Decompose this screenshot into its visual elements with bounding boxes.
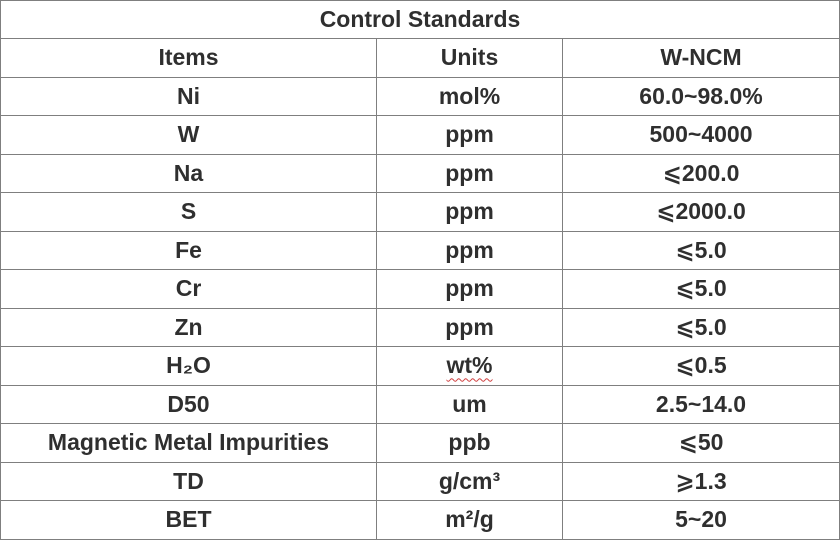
table-row [1, 347, 840, 386]
table-row [1, 385, 840, 424]
unit-cell: ppm [377, 231, 563, 270]
table-row [1, 308, 840, 347]
table-row [1, 462, 840, 501]
spec-cell: ⩾1.3 [563, 462, 840, 501]
unit-cell: um [377, 385, 563, 424]
item-cell: TD [1, 462, 377, 501]
item-cell: Fe [1, 231, 377, 270]
table-row [1, 154, 840, 193]
spec-cell: ⩽0.5 [563, 347, 840, 386]
unit-cell: ppm [377, 116, 563, 155]
item-cell: S [1, 193, 377, 232]
spec-cell: ⩽50 [563, 424, 840, 463]
item-cell: BET [1, 501, 377, 540]
item-cell: Zn [1, 308, 377, 347]
unit-cell: ppm [377, 270, 563, 309]
unit-cell: ppm [377, 308, 563, 347]
table-row [1, 193, 840, 232]
table-row [1, 501, 840, 540]
spec-cell: ⩽2000.0 [563, 193, 840, 232]
unit-cell: ppb [377, 424, 563, 463]
unit-cell: mol% [377, 77, 563, 116]
item-cell: W [1, 116, 377, 155]
table-row [1, 270, 840, 309]
spec-cell: ⩽5.0 [563, 270, 840, 309]
item-cell: Magnetic Metal Impurities [1, 424, 377, 463]
spec-cell: ⩽5.0 [563, 231, 840, 270]
table-row [1, 116, 840, 155]
unit-cell: m²/g [377, 501, 563, 540]
table-row [1, 231, 840, 270]
header-w-ncm: W-NCM [563, 39, 840, 78]
spec-cell: 60.0~98.0% [563, 77, 840, 116]
spec-cell: 5~20 [563, 501, 840, 540]
header-units: Units [377, 39, 563, 78]
unit-cell: g/cm³ [377, 462, 563, 501]
table-title: Control Standards [1, 1, 840, 39]
unit-cell [377, 347, 563, 386]
header-items: Items [1, 39, 377, 78]
item-cell: D50 [1, 385, 377, 424]
spec-cell: 500~4000 [563, 116, 840, 155]
spec-cell: ⩽5.0 [563, 308, 840, 347]
table-title-row [1, 1, 840, 39]
item-cell: Na [1, 154, 377, 193]
table-row [1, 77, 840, 116]
item-cell: Cr [1, 270, 377, 309]
spec-cell: ⩽200.0 [563, 154, 840, 193]
unit-cell: ppm [377, 154, 563, 193]
table-header-row [1, 39, 840, 78]
unit-text-wt-percent: wt% [446, 352, 493, 379]
item-cell: H₂O [1, 347, 377, 386]
spec-cell: 2.5~14.0 [563, 385, 840, 424]
item-cell: Ni [1, 77, 377, 116]
table-row [1, 424, 840, 463]
unit-cell: ppm [377, 193, 563, 232]
